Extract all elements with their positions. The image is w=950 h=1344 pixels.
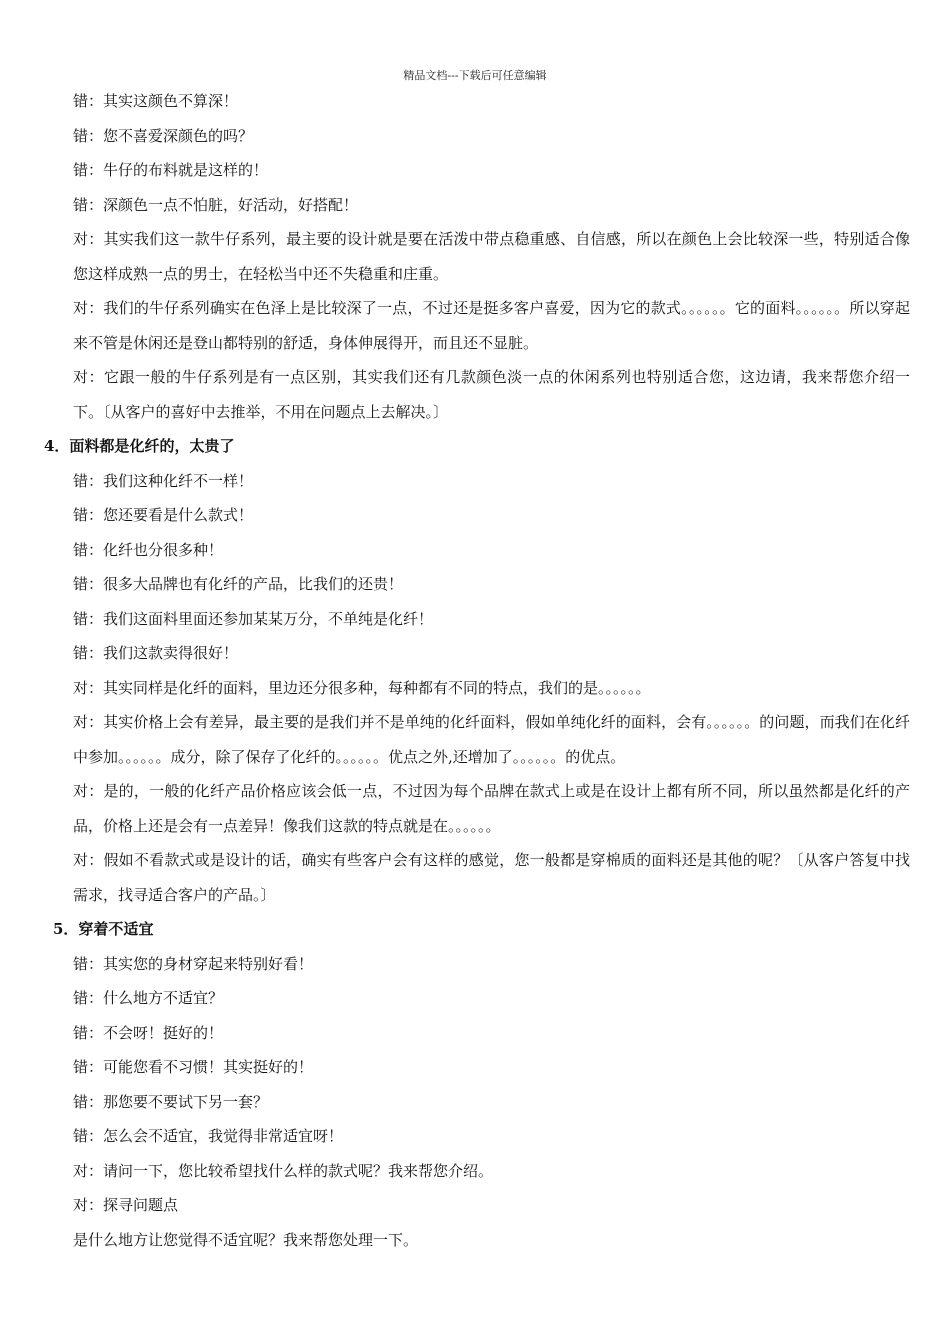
dialogue-line: 错：化纤也分很多种！ bbox=[73, 540, 224, 559]
dialogue-line: 错：很多大品牌也有化纤的产品，比我们的还贵！ bbox=[73, 575, 404, 593]
dialogue-line: 错：我们这种化纤不一样！ bbox=[73, 471, 254, 490]
dialogue-paragraph: 对：其实价格上会有差异，最主要的是我们并不是单纯的化纤面料，假如单纯化纤的面料，会有。。。。。。的问题，而我们在化纤中参加。。。。。。成分，除了保存了化纤的。。。。。。优点之外,还增加了。。。。。。的优点。 bbox=[73, 713, 910, 766]
dialogue-line: 错：深颜色一点不怕脏，好活动，好搭配！ bbox=[73, 195, 359, 214]
dialogue-line: 错：怎么会不适宜，我觉得非常适宜呀！ bbox=[73, 1127, 344, 1145]
dialogue-paragraph: 对：它跟一般的牛仔系列是有一点区别，其实我们还有几款颜色淡一点的休闲系列也特别适合您，这边请，我来帮您介绍一下。〔从客户的喜好中去推举，不用在问题点上去解决。〕 bbox=[73, 368, 910, 421]
dialogue-line: 错：不会呀！挺好的！ bbox=[73, 1023, 224, 1042]
dialogue-line: 错：可能您看不习惯！其实挺好的！ bbox=[73, 1058, 314, 1076]
document-body bbox=[0, 84, 950, 1257]
dialogue-line: 错：那您要不要试下另一套？ bbox=[73, 1092, 269, 1111]
dialogue-line: 错：什么地方不适宜？ bbox=[73, 989, 224, 1007]
dialogue-line: 对：其实同样是化纤的面料，里边还分很多种，每种都有不同的特点，我们的是。。。。。。 bbox=[73, 678, 651, 697]
dialogue-line: 错：您还要看是什么款式！ bbox=[73, 506, 254, 524]
dialogue-paragraph: 对：是的，一般的化纤产品价格应该会低一点，不过因为每个品牌在款式上或是在设计上都有所不同，所以虽然都是化纤的产品，价格上还是会有一点差异！像我们这款的特点就是在。。。。。。 bbox=[73, 782, 910, 835]
dialogue-line: 错：牛仔的布料就是这样的！ bbox=[73, 161, 269, 179]
dialogue-line: 错：您不喜爱深颜色的吗？ bbox=[73, 126, 254, 145]
page-header: 精品文档---下载后可任意编辑 bbox=[403, 69, 547, 82]
dialogue-line: 是什么地方让您觉得不适宜呢？我来帮您处理一下。 bbox=[73, 1230, 419, 1249]
section-heading: 5．穿着不适宜 bbox=[53, 920, 154, 938]
dialogue-line: 错：我们这款卖得很好！ bbox=[73, 644, 239, 662]
dialogue-line: 对：探寻问题点 bbox=[73, 1196, 179, 1214]
dialogue-paragraph: 对：我们的牛仔系列确实在色泽上是比较深了一点，不过还是挺多客户喜爱，因为它的款式。。。。。。它的面料。。。。。。所以穿起来不管是休闲还是登山都特别的舒适，身体伸展得开，而且还不显脏。 bbox=[73, 299, 910, 352]
dialogue-line: 错：其实这颜色不算深！ bbox=[73, 92, 239, 110]
dialogue-line: 对：请问一下，您比较希望找什么样的款式呢？我来帮您介绍。 bbox=[73, 1161, 494, 1180]
dialogue-paragraph: 对：其实我们这一款牛仔系列，最主要的设计就是要在活泼中带点稳重感、自信感，所以在颜色上会比较深一些，特别适合像您这样成熟一点的男士，在轻松当中还不失稳重和庄重。 bbox=[73, 230, 910, 283]
section-heading: 4．面料都是化纤的，太贵了 bbox=[44, 437, 235, 455]
dialogue-paragraph: 对：假如不看款式或是设计的话，确实有些客户会有这样的感觉，您一般都是穿棉质的面料还是其他的呢？〔从客户答复中找需求，找寻适合客户的产品。〕 bbox=[73, 851, 910, 904]
dialogue-line: 错：我们这面料里面还参加某某万分，不单纯是化纤！ bbox=[73, 609, 434, 628]
dialogue-line: 错：其实您的身材穿起来特别好看！ bbox=[73, 954, 314, 973]
